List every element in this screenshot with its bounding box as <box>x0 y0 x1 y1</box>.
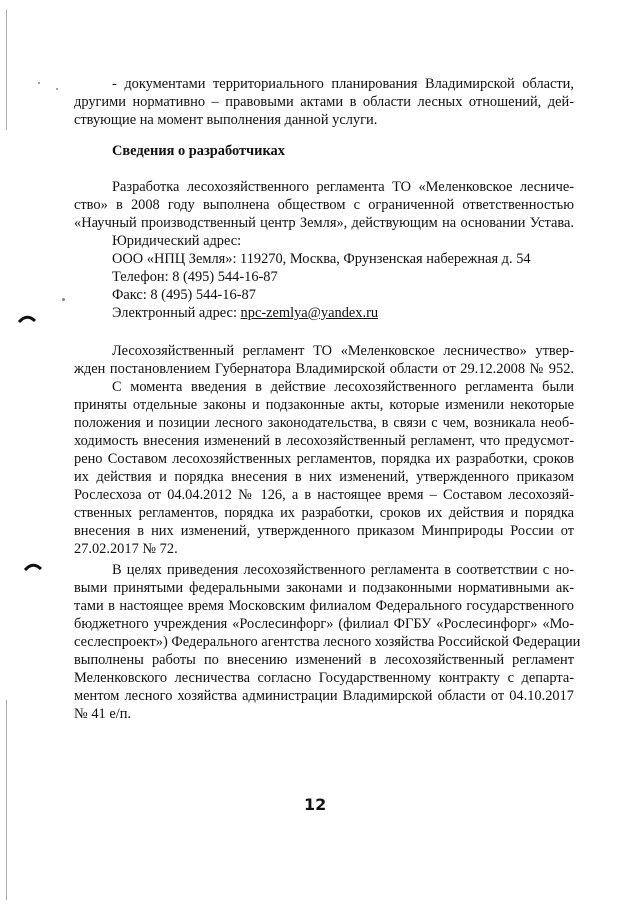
binding-hole-mark <box>18 313 36 323</box>
paragraph-line: положения и позиции лесного законодательства, в связи с чем, возникала необ- <box>74 415 574 431</box>
legal-address: ООО «НПЦ Земля»: 119270, Москва, Фрунзенская набережная д. 54 <box>112 251 531 267</box>
phone: Телефон: 8 (495) 544-16-87 <box>112 269 278 285</box>
paragraph-line: сеслеспроект») Федерального агентства лесного хозяйства Российской Федерации <box>74 634 581 650</box>
fax: Факс: 8 (495) 544-16-87 <box>112 287 256 303</box>
scan-speck <box>62 298 65 301</box>
scan-edge-line <box>6 10 7 130</box>
paragraph-line: рено Составом лесохозяйственных регламентов, порядка их разработки, сроков <box>74 451 574 467</box>
paragraph-line: жден постановлением Губернатора Владимирской области от 29.12.2008 № 952. <box>74 361 574 377</box>
paragraph-line: ходимость внесения изменений в лесохозяйственный регламент, что предусмот- <box>74 433 574 449</box>
paragraph-line: 27.02.2017 № 72. <box>74 541 178 557</box>
email-link[interactable]: npc-zemlya@yandex.ru <box>240 305 379 321</box>
paragraph-line: Меленковского лесничества согласно Государственному контракту с департа- <box>74 670 574 686</box>
legal-address-label: Юридический адрес: <box>112 233 242 249</box>
scan-speck <box>56 88 58 90</box>
paragraph-line: тами в настоящее время Московским филиалом Федерального государственного <box>74 598 574 614</box>
intro-line: ствующие на момент выполнения данной услуги. <box>74 112 378 128</box>
intro-line: другими нормативно – правовыми актами в области лесных отношений, дей- <box>74 94 574 110</box>
developer-line: «Научный производственный центр Земля», действующим на основании Устава. <box>74 215 574 231</box>
paragraph-line: С момента введения в действие лесохозяйственного регламента были <box>112 379 574 395</box>
intro-line: - документами территориального планирования Владимирской области, <box>112 76 574 92</box>
paragraph-line: внесения в них изменений, утвержденного приказом Минприроды России от <box>74 523 574 539</box>
paragraph-line: их действия и порядка внесения в них изменений, утвержденного приказом <box>74 469 574 485</box>
developer-line: Разработка лесохозяйственного регламента ТО «Меленковское лесниче- <box>112 179 574 195</box>
paragraph-line: ственных регламентов, порядка их разработки, сроков их действия и порядка <box>74 505 574 521</box>
section-title: Сведения о разработчиках <box>112 143 285 159</box>
paragraph-line: ментом лесного хозяйства администрации Владимирской области от 04.10.2017 <box>74 688 574 704</box>
paragraph-line: приняты отдельные законы и подзаконные акты, которые изменили некоторые <box>74 397 574 413</box>
scan-edge-line <box>6 700 7 900</box>
paragraph-line: № 41 е/п. <box>74 706 132 722</box>
paragraph-line: выми принятыми федеральными законами и подзаконными нормативными ак- <box>74 580 574 596</box>
paragraph-line: бюджетного учреждения «Рослесинфорг» (филиал ФГБУ «Рослесинфорг» «Мо- <box>74 616 574 632</box>
paragraph-line: Рослесхоза от 04.04.2012 № 126, а в настоящее время – Составом лесохозяй- <box>74 487 574 503</box>
page-number: 12 <box>304 795 327 814</box>
developer-line: ство» в 2008 году выполнена обществом с ограниченной ответственностью <box>74 197 574 213</box>
paragraph-line: В целях приведения лесохозяйственного регламента в соответствии с но- <box>112 562 574 578</box>
binding-hole-mark <box>24 561 42 571</box>
paragraph-line: Лесохозяйственный регламент ТО «Меленковское лесничество» утвер- <box>112 343 574 359</box>
scan-speck <box>38 82 40 84</box>
email-label: Электронный адрес: <box>112 305 241 321</box>
email-row <box>112 304 378 322</box>
paragraph-line: выполнены работы по внесению изменений в лесохозяйственный регламент <box>74 652 574 668</box>
